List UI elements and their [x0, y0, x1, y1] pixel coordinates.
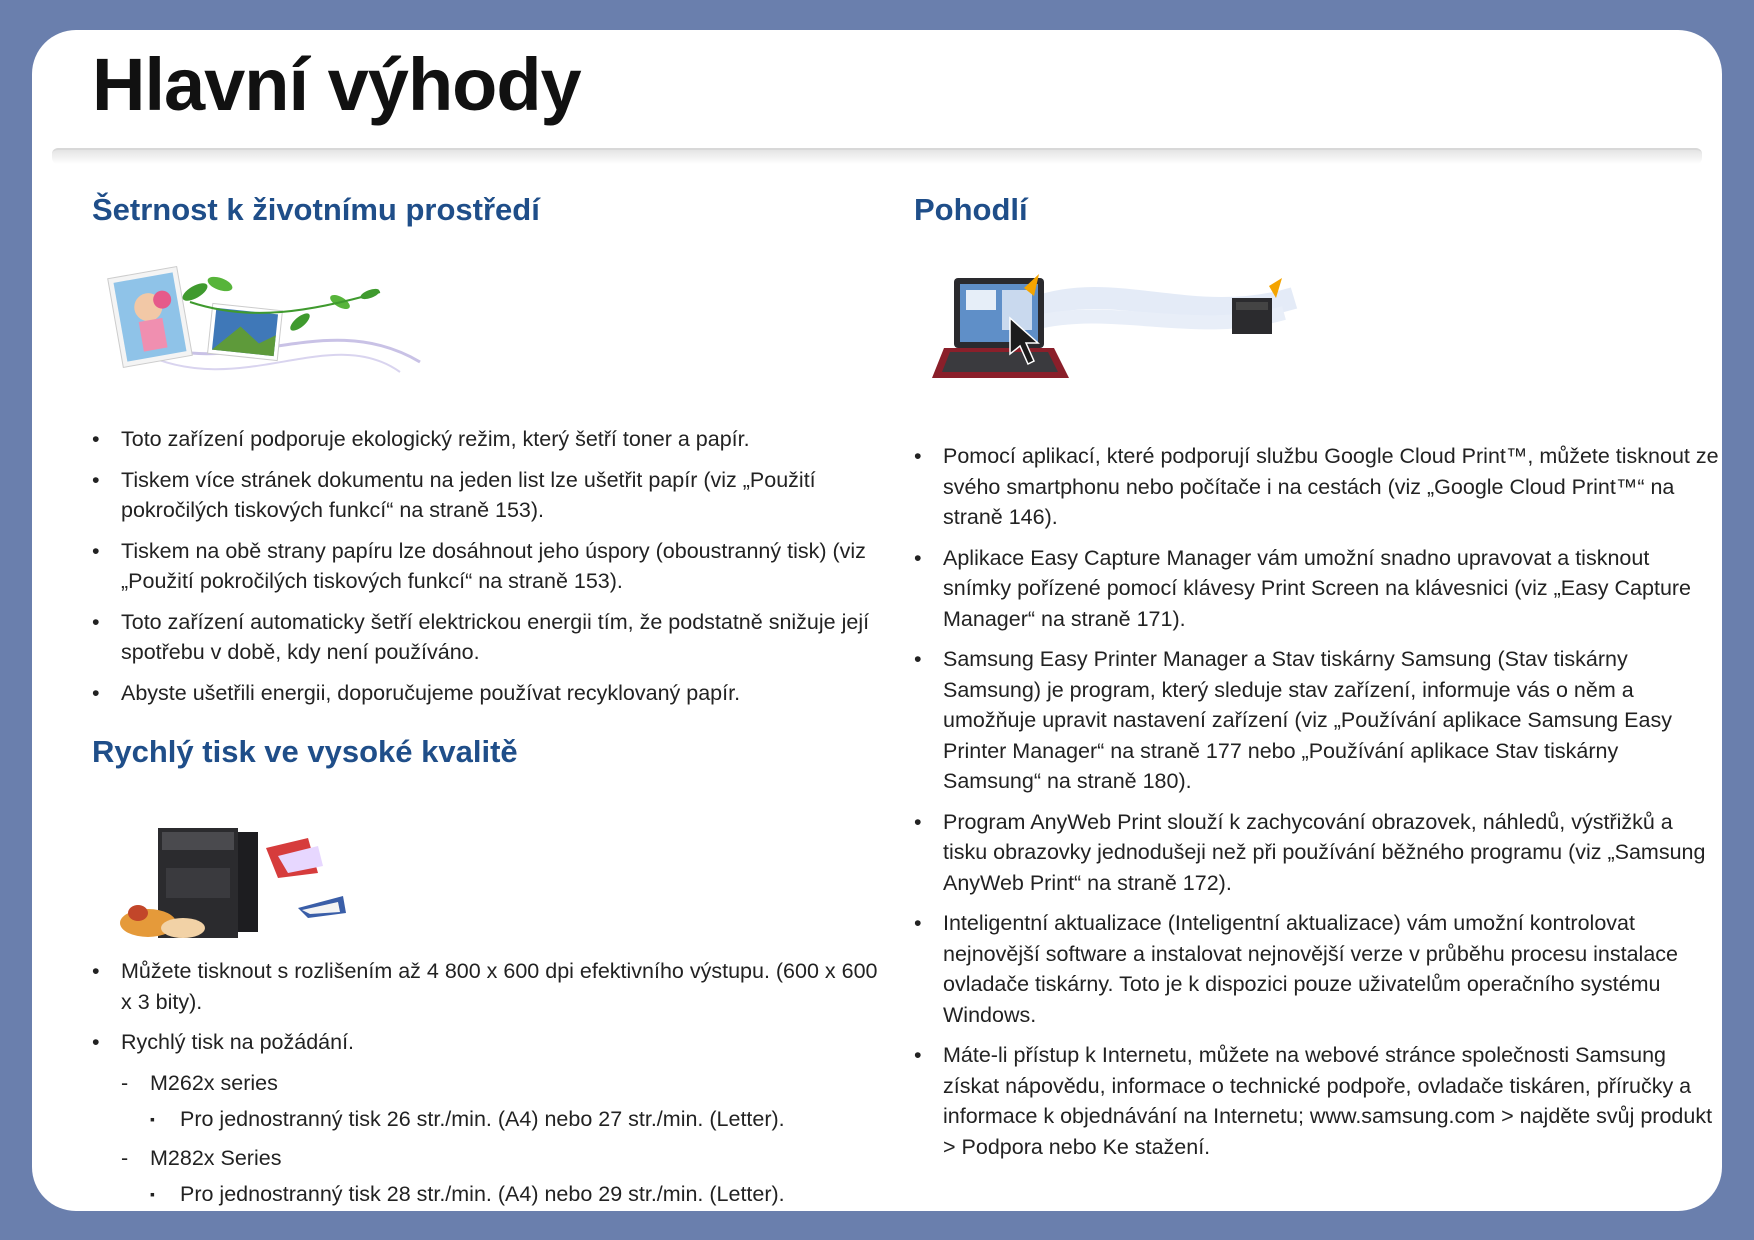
list-item: • Pomocí aplikací, které podporují službu Google Cloud Print™, můžete tisknout ze svého smartphonu nebo počítače i na cestách (viz „Google Cloud Print™“ na straně 146).	[914, 441, 1719, 533]
list-item: • Program AnyWeb Print slouží k zachycování obrazovek, náhledů, výstřižků a tisku obrazovky jednodušeji než při používání běžného programu (viz „Samsung AnyWeb Print“ na straně 172).	[914, 807, 1719, 899]
list-item: • Toto zařízení podporuje ekologický režim, který šetří toner a papír.	[92, 424, 892, 455]
bullet-icon: •	[914, 647, 922, 671]
list-item: - M282x Series	[92, 1143, 892, 1174]
list-item: • Abyste ušetřili energii, doporučujeme používat recyklovaný papír.	[92, 678, 892, 709]
list-item: • Toto zařízení automaticky šetří elektrickou energii tím, že podstatně snižuje její spotřebu v době, kdy není používáno.	[92, 607, 892, 668]
bullet-icon: •	[914, 911, 922, 935]
bullet-icon: •	[914, 809, 922, 834]
printer-illustration-icon	[118, 818, 348, 943]
convenience-heading: Pohodlí	[914, 192, 1028, 227]
list-item: • Rychlý tisk na požádání.	[92, 1027, 892, 1058]
bullet-icon: •	[92, 609, 100, 634]
list-item: • Tiskem více stránek dokumentu na jeden list lze ušetřit papír (viz „Použití pokročilých tiskových funkcí“ na straně 153).	[92, 465, 892, 526]
bullet-icon: •	[914, 444, 922, 468]
bullet-icon: •	[92, 538, 100, 563]
bullet-icon: •	[92, 427, 100, 451]
fast-heading: Rychlý tisk ve vysoké kvalitě	[92, 734, 518, 769]
fast-list	[92, 956, 892, 1211]
bullet-icon: •	[92, 680, 100, 705]
cloud-print-illustration-icon	[914, 268, 1314, 398]
eco-heading: Šetrnost k životnímu prostředí	[92, 192, 540, 227]
list-item: • Aplikace Easy Capture Manager vám umožní snadno upravovat a tisknout snímky pořízené pomocí klávesy Print Screen na klávesnici (viz „Easy Capture Manager“ na straně 171).	[914, 543, 1719, 635]
list-item: • Můžete tisknout s rozlišením až 4 800 x 600 dpi efektivního výstupu. (600 x 600 x 3 bity).	[92, 956, 892, 1017]
dash-icon: -	[121, 1145, 129, 1170]
list-item: - M262x series	[92, 1068, 892, 1099]
bullet-icon: •	[92, 467, 100, 492]
eco-list	[92, 424, 892, 718]
list-item: • Máte-li přístup k Internetu, můžete na webové stránce společnosti Samsung získat nápovědu, informace o technické podpoře, ovladače tiskáren, příručky a informace k objednávání na Internetu; www.samsung.com > najděte svůj produkt > Podpora nebo Ke stažení.	[914, 1040, 1719, 1162]
bullet-icon: •	[914, 545, 922, 570]
page-title: Hlavní výhody	[92, 43, 581, 126]
list-item: ▪ Pro jednostranný tisk 26 str./min. (A4) nebo 27 str./min. (Letter).	[92, 1104, 892, 1135]
dash-icon: -	[121, 1070, 129, 1095]
list-item: • Inteligentní aktualizace (Inteligentní aktualizace) vám umožní kontrolovat nejnovější software a instalovat nejnovější verze v průběhu procesu instalace ovladače tiskárny. Toto je k dispozici pouze uživatelům operačního systému Windows.	[914, 908, 1719, 1030]
list-item: • Samsung Easy Printer Manager a Stav tiskárny Samsung (Stav tiskárny Samsung) je program, který sleduje stav zařízení, informuje vás o něm a umožňuje upravit nastavení zařízení (viz „Používání aplikace Samsung Easy Printer Manager“ na straně 177 nebo „Používání aplikace Stav tiskárny Samsung“ na straně 180).	[914, 644, 1719, 797]
list-item: • Tiskem na obě strany papíru lze dosáhnout jeho úspory (oboustranný tisk) (viz „Použití pokročilých tiskových funkcí“ na straně 153).	[92, 536, 892, 597]
eco-illustration-icon	[100, 262, 430, 377]
square-bullet-icon: ▪	[150, 1186, 155, 1202]
bullet-icon: •	[914, 1043, 922, 1067]
page	[32, 30, 1722, 1211]
title-divider	[52, 148, 1702, 164]
list-item: ▪ Pro jednostranný tisk 28 str./min. (A4) nebo 29 str./min. (Letter).	[92, 1179, 892, 1210]
square-bullet-icon: ▪	[150, 1111, 155, 1127]
bullet-icon: •	[92, 959, 100, 983]
bullet-icon: •	[92, 1030, 100, 1054]
convenience-list	[914, 441, 1719, 1172]
